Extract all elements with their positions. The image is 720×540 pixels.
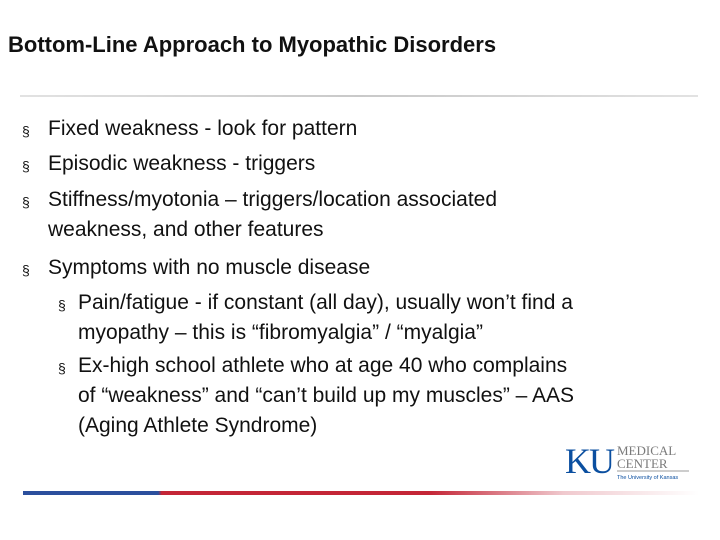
logo-line-university: The University of Kansas [617,475,679,480]
logo-line-center: CENTER [617,456,668,471]
bullet-text: Fixed weakness - look for pattern [48,117,358,140]
logo-line-medical: MEDICAL [617,443,677,458]
sub-bullet-text: Ex-high school athlete who at age 40 who complains [78,354,568,377]
title-divider [20,95,698,97]
bullet-marker-icon: § [22,123,30,139]
sub-bullet-text-continued: (Aging Athlete Syndrome) [78,414,318,437]
bullet-text: Stiffness/myotonia – triggers/location associated [48,188,498,211]
bullet-marker-icon: § [22,158,30,174]
slide-title: Bottom-Line Approach to Myopathic Disorders [8,32,497,57]
logo-monogram: KU [565,441,613,480]
sub-bullet-text-continued: myopathy – this is “fibromyalgia” / “myalgia” [78,321,483,344]
footer-accent-bar [23,491,699,495]
sub-bullet-text: Pain/fatigue - if constant (all day), usually won’t find a [78,291,573,314]
bullet-marker-icon: § [58,360,66,376]
sub-bullet-text-continued: of “weakness” and “can’t build up my muscles” – AAS [78,384,575,407]
bullet-text-continued: weakness, and other features [48,218,324,241]
bullet-marker-icon: § [58,297,66,313]
bullet-marker-icon: § [22,262,30,278]
bullet-marker-icon: § [22,194,30,210]
ku-medical-center-logo [565,440,690,480]
bullet-text: Symptoms with no muscle disease [48,256,371,279]
bullet-text: Episodic weakness - triggers [48,152,316,175]
